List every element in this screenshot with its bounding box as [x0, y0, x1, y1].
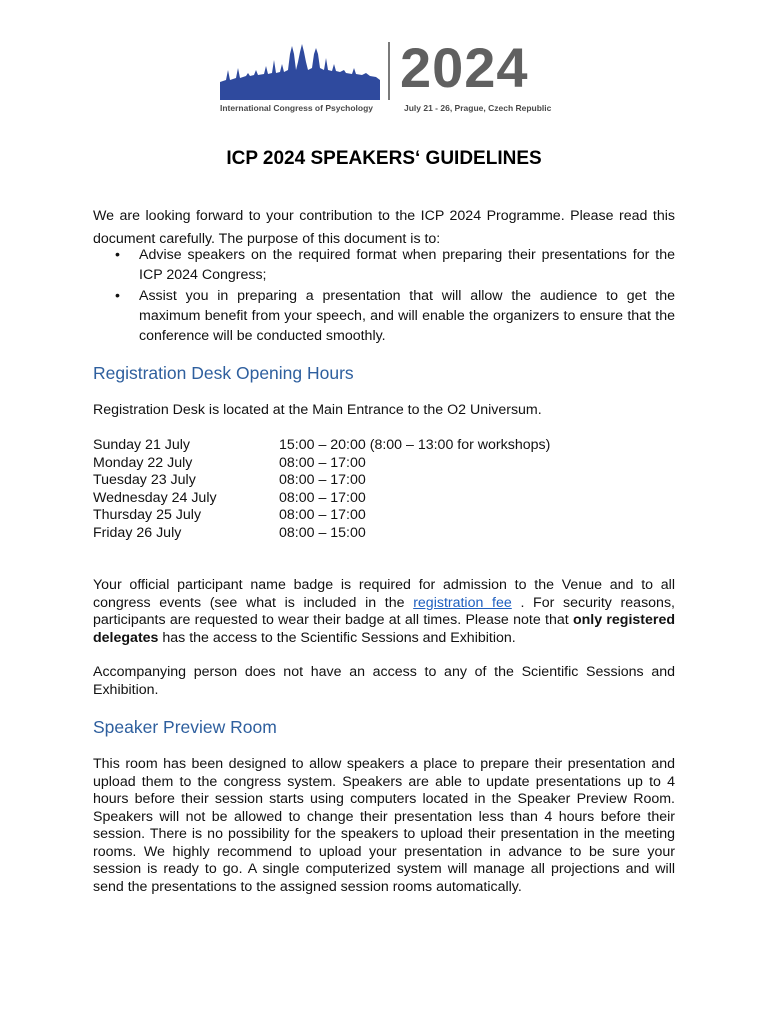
hours-time: 08:00 – 15:00 — [279, 524, 366, 541]
badge-text: Your official participant name badge is required for admission to the Venue and to all congress events (see what is included in the — [93, 577, 675, 611]
logo-divider — [388, 42, 390, 100]
hours-day: Wednesday 24 July — [93, 489, 217, 506]
table-row — [93, 507, 550, 525]
purpose-list — [93, 245, 675, 347]
hours-day: Friday 26 July — [93, 524, 182, 541]
registration-location: Registration Desk is located at the Main Entrance to the O2 Universum. — [93, 402, 542, 418]
intro-paragraph: We are looking forward to your contribution to the ICP 2024 Programme. Please read this document carefully. The purpose of this document is to: — [93, 208, 675, 247]
badge-paragraph — [93, 577, 675, 647]
hours-time: 08:00 – 17:00 — [279, 454, 366, 471]
congress-logo — [220, 36, 552, 116]
list-item — [93, 286, 675, 346]
logo-dates: July 21 - 26, Prague, Czech Republic — [404, 103, 552, 113]
preview-room-heading: Speaker Preview Room — [93, 717, 277, 737]
hours-day: Sunday 21 July — [93, 437, 191, 453]
bullet-icon: • — [115, 288, 120, 304]
hours-time: 08:00 – 17:00 — [279, 489, 366, 506]
hours-day: Thursday 25 July — [93, 507, 202, 523]
hours-day: Tuesday 23 July — [93, 472, 196, 488]
table-row — [93, 525, 550, 543]
list-item — [93, 245, 675, 285]
logo-year: 2024 — [400, 36, 529, 99]
bullet-icon: • — [115, 247, 120, 263]
badge-text: . For security reasons, participants are requested to wear their badge at all times. Please note that — [93, 594, 675, 628]
logo-organization: International Congress of Psychology — [220, 103, 374, 113]
accompanying-paragraph: Accompanying person does not have an access to any of the Scientific Sessions and Exhibition. — [93, 664, 675, 698]
table-row — [93, 490, 550, 508]
registration-heading: Registration Desk Opening Hours — [93, 363, 354, 383]
hours-time: 08:00 – 17:00 — [279, 507, 366, 523]
badge-text: has the access to the Scientific Sessions and Exhibition. — [158, 629, 516, 646]
hours-day: Monday 22 July — [93, 454, 193, 471]
prague-skyline-icon — [220, 40, 380, 100]
registration-fee-link[interactable]: registration fee — [413, 594, 512, 611]
badge-emphasis: only registered delegates — [93, 612, 675, 646]
table-row — [93, 472, 550, 490]
list-item-text: Advise speakers on the required format when preparing their presentations for the ICP 2024 Congress; — [139, 247, 675, 283]
table-row — [93, 455, 550, 473]
hours-time: 08:00 – 17:00 — [279, 472, 366, 488]
list-item-text: Assist you in preparing a presentation that will allow the audience to get the maximum benefit from your speech, and will enable the organizers to ensure that the conference will be conducted smoothly. — [139, 288, 675, 344]
table-row — [93, 437, 550, 455]
opening-hours-table — [93, 437, 550, 542]
page-title: ICP 2024 SPEAKERS‘ GUIDELINES — [226, 148, 542, 169]
hours-time: 15:00 – 20:00 (8:00 – 13:00 for workshops) — [279, 437, 551, 453]
preview-room-paragraph: This room has been designed to allow speakers a place to prepare their presentation and upload them to the congress system. Speakers are able to update presentations up to 4 hours before their session starts using computers located in the Speaker Preview Room. Speakers will not be allowed to change their presentation less than 4 hours before their session. There is no possibility for the speakers to upload their presentation in the meeting rooms. We highly recommend to upload your presentation in advance to be sure your session is ready to go. A single computerized system will manage all projections and will send the presentations to the assigned session rooms automatically. — [93, 756, 675, 895]
